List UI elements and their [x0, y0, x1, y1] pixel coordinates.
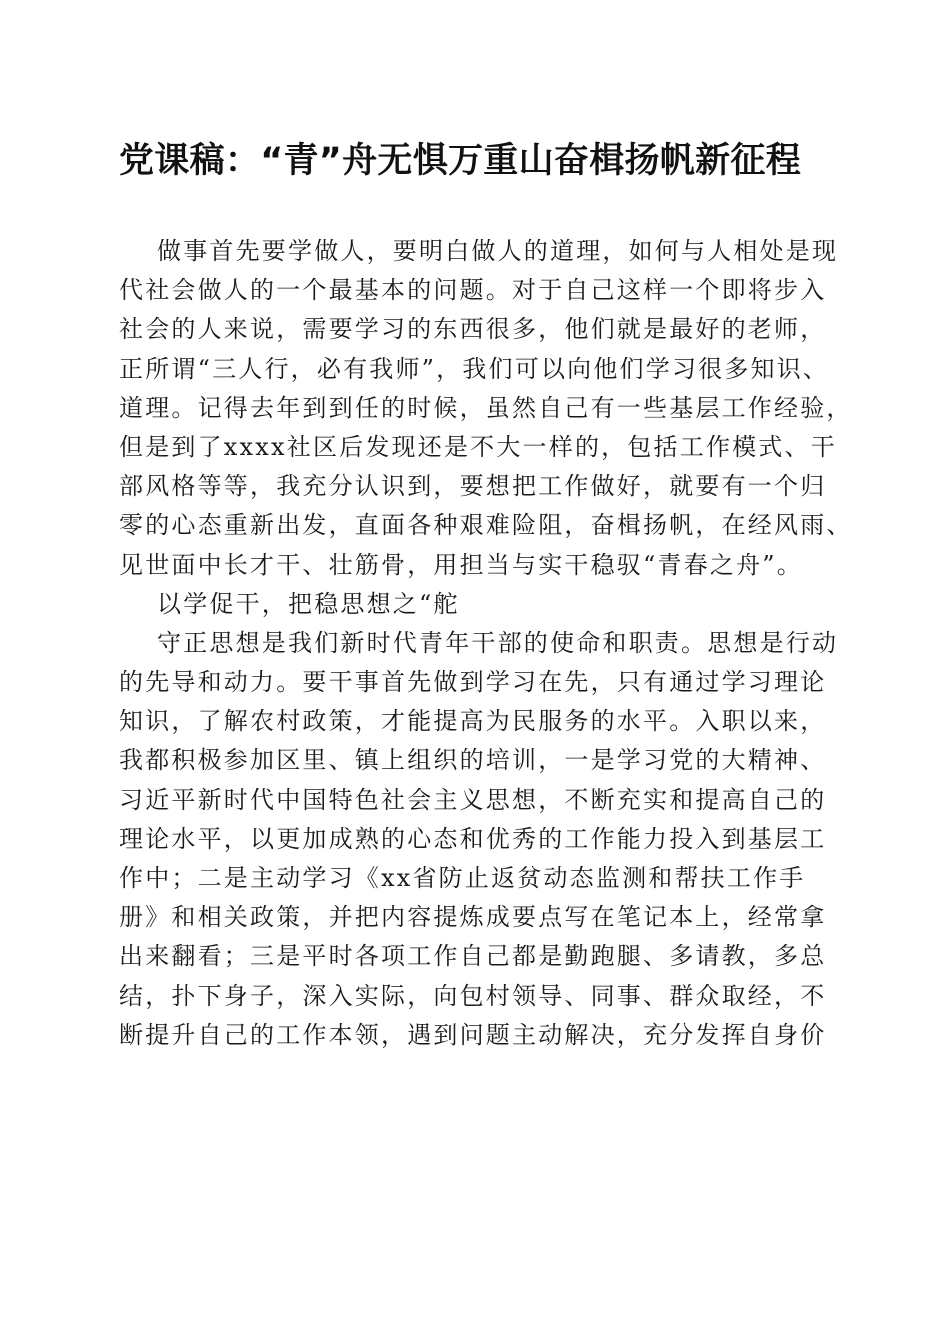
paragraph-2-line-2: 的先导和动力。要干事首先做到学习在先，只有通过学习理论	[119, 668, 827, 697]
paragraph-2-line-6: 理论水平，以更加成熟的心态和优秀的工作能力投入到基层工	[119, 824, 827, 853]
paragraph-2-line-5: 习近平新时代中国特色社会主义思想，不断充实和提高自己的	[119, 785, 827, 814]
paragraph-1-line-4: 正所谓“三人行，必有我师”，我们可以向他们学习很多知识、	[119, 354, 830, 383]
paragraph-1-line-7: 部风格等等，我充分认识到，要想把工作做好，就要有一个归	[119, 472, 827, 501]
paragraph-1-line-8: 零的心态重新出发，直面各种艰难险阻，奋楫扬帆，在经风雨、	[119, 511, 853, 540]
paragraph-1-line-6: 但是到了xxxx社区后发现还是不大一样的，包括工作模式、干	[119, 432, 837, 461]
paragraph-2-line-1: 守正思想是我们新时代青年干部的使命和职责。思想是行动	[157, 628, 839, 657]
paragraph-2-line-3: 知识，了解农村政策，才能提高为民服务的水平。入职以来，	[119, 707, 827, 736]
paragraph-1-line-2: 代社会做人的一个最基本的问题。对于自己这样一个即将步入	[119, 276, 827, 305]
section-heading: 以学促干，把稳思想之“舵	[157, 589, 460, 618]
paragraph-2-line-11: 断提升自己的工作本领，遇到问题主动解决，充分发挥自身价	[119, 1020, 827, 1049]
paragraph-2-line-10: 结，扑下身子，深入实际，向包村领导、同事、群众取经，不	[119, 981, 827, 1010]
document-title: 党课稿：“青”舟无惧万重山奋楫扬帆新征程	[119, 141, 802, 181]
paragraph-2-line-9: 出来翻看；三是平时各项工作自己都是勤跑腿、多请教，多总	[119, 942, 827, 971]
paragraph-1-line-5: 道理。记得去年到到任的时候，虽然自己有一些基层工作经验，	[119, 393, 853, 422]
paragraph-2-line-8: 册》和相关政策，并把内容提炼成要点写在笔记本上，经常拿	[119, 903, 827, 932]
paragraph-2-line-4: 我都积极参加区里、镇上组织的培训，一是学习党的大精神、	[119, 746, 827, 775]
paragraph-2-line-7: 作中；二是主动学习《xx省防止返贫动态监测和帮扶工作手	[119, 864, 806, 892]
paragraph-1-line-1: 做事首先要学做人，要明白做人的道理，如何与人相处是现	[157, 237, 839, 265]
paragraph-1-line-9: 见世面中长才干、壮筋骨，用担当与实干稳驭“青春之舟”。	[119, 550, 803, 579]
document-body	[119, 232, 853, 1055]
paragraph-1-line-3: 社会的人来说，需要学习的东西很多，他们就是最好的老师，	[119, 315, 827, 344]
